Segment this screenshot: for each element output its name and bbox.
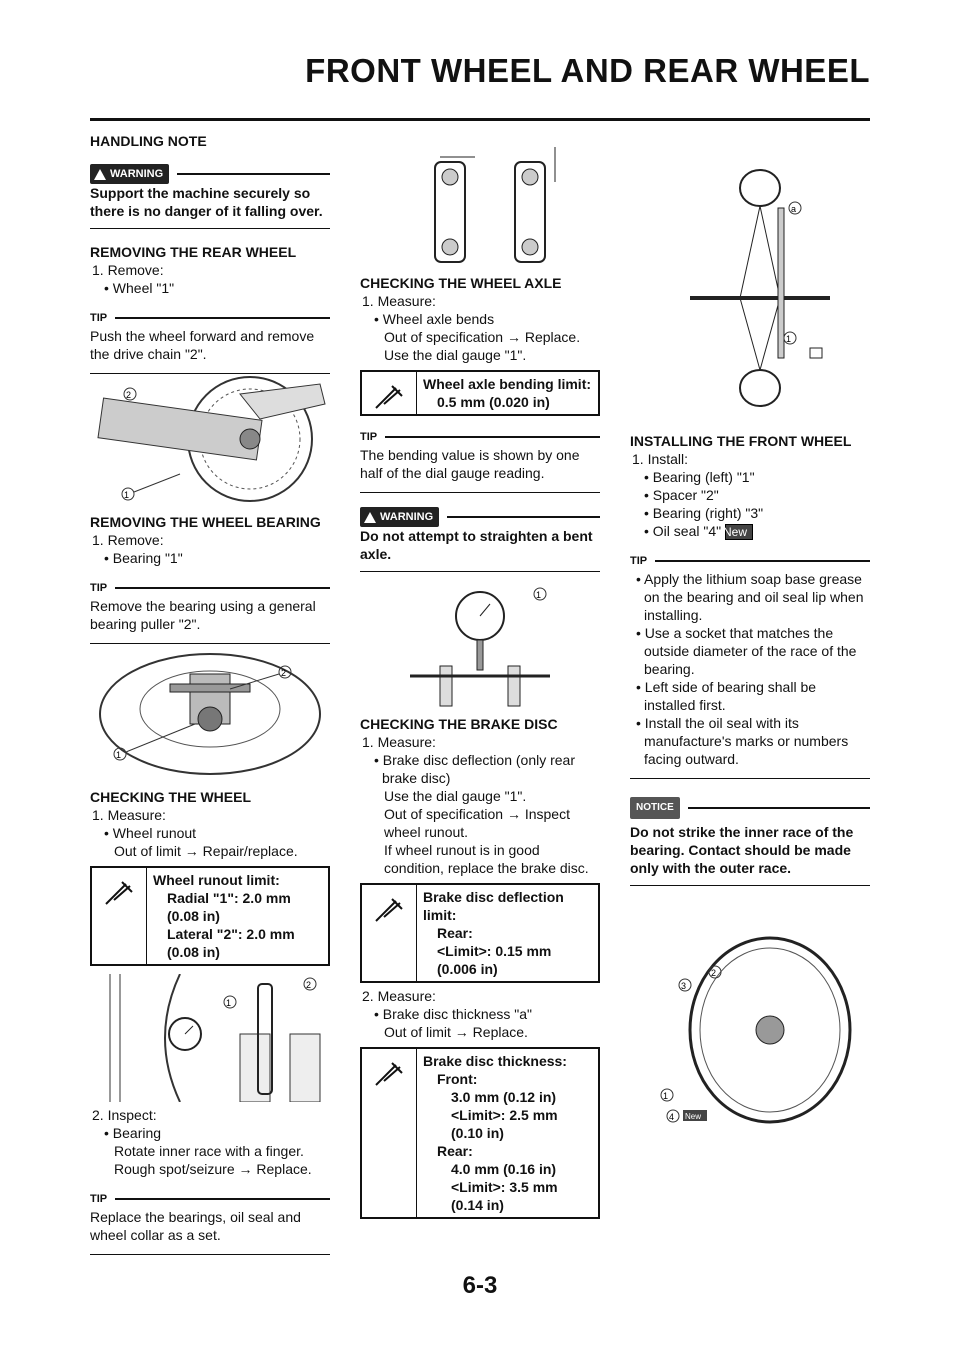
checking-wheel-heading: CHECKING THE WHEEL <box>90 789 251 805</box>
new-badge: New <box>725 524 753 540</box>
tip-text: The bending value is shown by one half of the dial gauge reading. <box>360 446 600 493</box>
list-subtext: Out of limit → Repair/replace. <box>114 843 298 859</box>
handling-note-heading: HANDLING NOTE <box>90 133 207 149</box>
caliper-icon <box>362 1049 417 1217</box>
list-item: • Wheel axle bends <box>360 310 600 328</box>
tip-header: TIP <box>90 579 330 597</box>
svg-text:2: 2 <box>711 968 717 978</box>
notice-badge: NOTICE <box>630 797 680 819</box>
svg-text:1: 1 <box>124 490 130 500</box>
step: 2. Inspect: <box>92 1107 157 1123</box>
warning-badge: WARNING <box>90 164 169 184</box>
dial-gauge-illustration <box>380 586 580 711</box>
tip-header: TIP <box>90 309 330 327</box>
list-item: • Wheel "1" <box>90 279 330 297</box>
spec-box-disc-thickness: Brake disc thickness: Front: 3.0 mm (0.12 in) <Limit>: 2.5 mm (0.10 in) Rear: 4.0 mm (0.16 in) <Limit>: 3.5 mm (0.14 in) <box>360 1047 600 1219</box>
list-item: • Bearing (left) "1" <box>630 468 870 486</box>
caliper-icon <box>362 372 417 414</box>
list-subtext: Rough spot/seizure → Replace. <box>114 1161 312 1177</box>
list-item: • Wheel runout <box>90 824 330 842</box>
tip-text: Remove the bearing using a general bearing puller "2". <box>90 597 330 644</box>
tip-text: Replace the bearings, oil seal and wheel collar as a set. <box>90 1208 330 1255</box>
step: 1. Remove: <box>92 262 164 278</box>
svg-text:1: 1 <box>786 334 792 344</box>
title-rule <box>90 118 870 121</box>
list-subtext: Out of specification → Replace. <box>384 329 581 345</box>
tip-header: TIP <box>90 1190 330 1208</box>
tip-list: • Apply the lithium soap base grease on the bearing and oil seal lip when installing. • Use a socket that matches the outside diameter of the race of the bearing. • Left side of bearing shall be installed first. • Install the oil seal with its manufacture's marks or numbers facing outward. <box>630 570 870 779</box>
spec-box-axle-bending: Wheel axle bending limit: 0.5 mm (0.020 in) <box>360 370 600 416</box>
step: 1. Install: <box>632 451 689 467</box>
rear-wheel-heading: REMOVING THE REAR WHEEL <box>90 244 297 260</box>
svg-text:1: 1 <box>226 998 232 1008</box>
list-item: • Bearing <box>90 1124 330 1142</box>
warning-text: Do not attempt to straighten a bent axle. <box>360 527 600 572</box>
tip-text: Push the wheel forward and remove the drive chain "2". <box>90 327 330 374</box>
svg-text:3: 3 <box>681 981 687 991</box>
step: 1. Measure: <box>92 807 166 823</box>
step: 1. Remove: <box>92 532 164 548</box>
disc-thickness-illustration <box>650 148 850 428</box>
list-item: • Brake disc thickness "a" <box>360 1005 600 1023</box>
list-subtext: Out of limit → Replace. <box>384 1024 528 1040</box>
notice-header <box>630 797 870 819</box>
svg-text:2: 2 <box>126 390 132 400</box>
notice-text: Do not strike the inner race of the bearing. Contact should be made only with the outer race. <box>630 823 870 886</box>
warning-header <box>360 507 600 527</box>
list-subtext: If wheel runout is in good condition, replace the brake disc. <box>384 842 589 876</box>
step: 1. Measure: <box>362 293 436 309</box>
svg-text:1: 1 <box>536 590 542 600</box>
warning-text: Support the machine securely so there is no danger of it falling over. <box>90 184 330 229</box>
brake-disc-heading: CHECKING THE BRAKE DISC <box>360 716 558 732</box>
wheel-axle-heading: CHECKING THE WHEEL AXLE <box>360 275 562 291</box>
axle-bearing-diagram <box>380 132 580 272</box>
list-subtext: Rotate inner race with a finger. <box>114 1143 304 1159</box>
warning-badge: WARNING <box>360 507 439 527</box>
runout-measurement-illustration <box>90 974 330 1102</box>
new-badge-small: New <box>685 1112 702 1121</box>
list-item: • Bearing "1" <box>90 549 330 567</box>
warning-header <box>90 164 330 184</box>
spec-box-wheel-runout: Wheel runout limit: Radial "1": 2.0 mm (0.08 in) Lateral "2": 2.0 mm (0.08 in) <box>90 866 330 966</box>
spec-box-disc-deflection: Brake disc deflection limit: Rear: <Limit>: 0.15 mm (0.006 in) <box>360 883 600 983</box>
svg-text:1: 1 <box>663 1091 669 1101</box>
tip-header: TIP <box>360 428 600 446</box>
list-subtext: Out of specification → Inspect wheel runout. <box>384 806 570 840</box>
caliper-icon <box>92 868 147 964</box>
caliper-icon <box>362 885 417 981</box>
list-item: • Spacer "2" <box>630 486 870 504</box>
svg-text:4: 4 <box>669 1112 675 1122</box>
page-title: FRONT WHEEL AND REAR WHEEL <box>305 52 870 89</box>
svg-text:a: a <box>791 204 797 214</box>
column-1 <box>90 128 330 1255</box>
column-2 <box>360 128 600 1219</box>
wheel-bearing-heading: REMOVING THE WHEEL BEARING <box>90 514 321 530</box>
front-wheel-assembly-illustration <box>645 930 855 1130</box>
list-item: • Bearing (right) "3" <box>630 504 870 522</box>
list-item: • Brake disc deflection (only rear brake disc) <box>360 751 600 787</box>
tip-header: TIP <box>630 552 870 570</box>
bearing-puller-illustration <box>90 644 330 784</box>
step: 2. Measure: <box>362 988 436 1004</box>
installing-front-wheel-heading: INSTALLING THE FRONT WHEEL <box>630 433 852 449</box>
rear-wheel-illustration <box>90 374 330 509</box>
list-subtext: Use the dial gauge "1". <box>384 788 527 804</box>
step: 1. Measure: <box>362 734 436 750</box>
list-subtext: Use the dial gauge "1". <box>384 347 527 363</box>
svg-text:1: 1 <box>116 750 122 760</box>
svg-text:2: 2 <box>281 668 287 678</box>
warning-icon <box>364 512 376 523</box>
column-3 <box>630 128 870 1130</box>
list-item: • Oil seal "4" New <box>630 522 870 540</box>
svg-text:2: 2 <box>306 980 312 990</box>
warning-icon <box>94 169 106 180</box>
page-number: 6-3 <box>462 1272 498 1299</box>
